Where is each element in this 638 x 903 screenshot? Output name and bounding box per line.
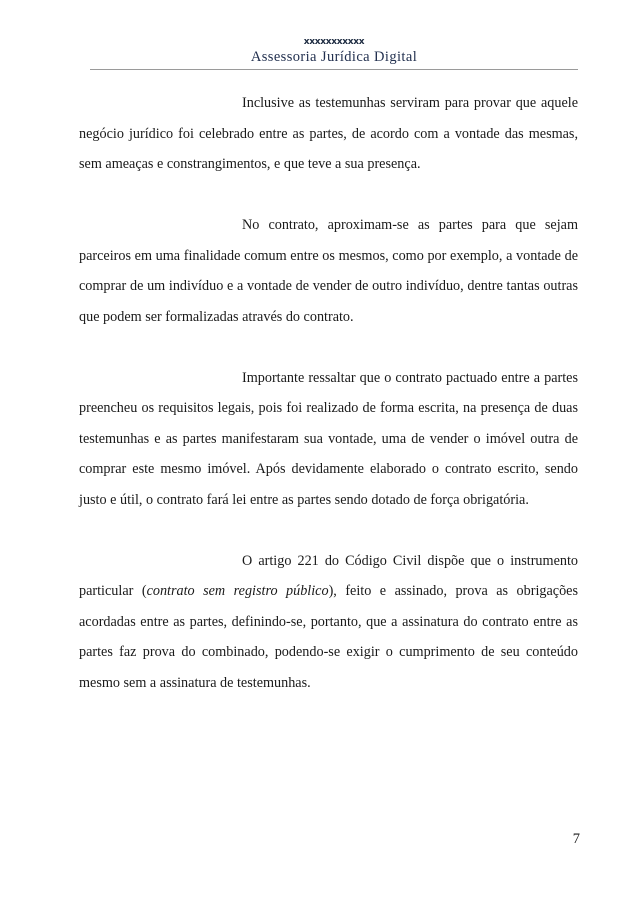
document-body [79, 88, 578, 698]
paragraph-testemunhas: Inclusive as testemunhas serviram para provar que aquele negócio jurídico foi celebrado entre as partes, de acordo com a vontade das mesmas, sem ameaças e constrangimentos, e que teve a sua presença. [79, 95, 578, 172]
paragraph-artigo-221-end: ), feito e assinado, prova as obrigações acordadas entre as partes, definindo-se, portanto, que a assinatura do contrato entre as partes faz prova do combinado, podendo-se exigir o cumprimento de seu conteúdo mesmo sem a assinatura de testemunhas. [79, 583, 578, 691]
paragraph-contrato-partes: No contrato, aproximam-se as partes para que sejam parceiros em uma finalidade comum entre os mesmos, como por exemplo, a vontade de comprar de um indivíduo e a vontade de vender de outro indivíduo, dentre tantas outras que podem ser formalizadas através do contrato. [79, 217, 578, 325]
paragraph-artigo-221-italic: contrato sem registro público [146, 583, 329, 599]
header-title: Assessoria Jurídica Digital [250, 49, 418, 65]
paragraph-requisitos-legais: Importante ressaltar que o contrato pactuado entre a partes preencheu os requisitos legais, pois foi realizado de forma escrita, na presença de duas testemunhas e as partes manifestaram sua vontade, uma de vender o imóvel outra de comprar este mesmo imóvel. Após devidamente elaborado o contrato escrito, sendo justo e útil, o contrato fará lei entre as partes sendo dotado de força obrigatória. [79, 369, 578, 508]
page-number: 7 [572, 831, 580, 847]
paragraph-artigo-221-start: O artigo 221 do Código Civil dispõe que o instrumento particular ( [79, 552, 578, 599]
header-logo-text: xxxxxxxxxxx [303, 37, 365, 47]
paragraph-artigo-221 [79, 546, 578, 699]
header-divider [90, 69, 578, 70]
